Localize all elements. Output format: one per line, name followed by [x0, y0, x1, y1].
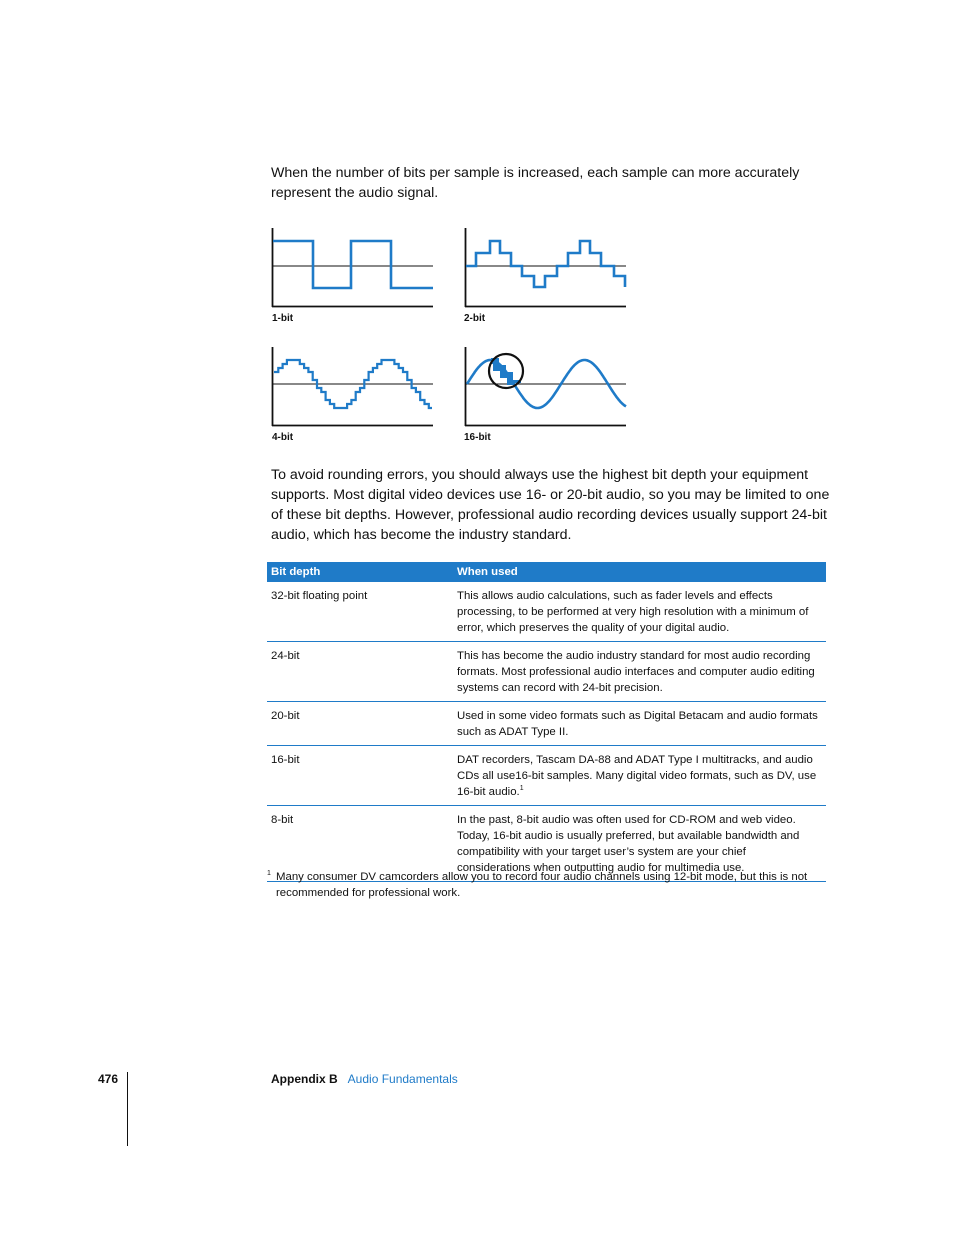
label-1-bit: 1-bit — [272, 313, 294, 324]
cell-bit-depth: 16-bit — [267, 746, 453, 806]
label-16-bit: 16-bit — [464, 432, 491, 443]
panel-16-bit — [465, 347, 626, 426]
footer-divider — [127, 1072, 128, 1146]
label-2-bit: 2-bit — [464, 313, 486, 324]
appendix-title-link[interactable]: Audio Fundamentals — [347, 1072, 458, 1086]
panel-1-bit — [272, 228, 433, 307]
bit-depth-waveforms — [270, 225, 630, 447]
footnote-mark: 1 — [267, 870, 271, 877]
panel-2-bit — [465, 228, 626, 307]
cell-when-used: In the past, 8-bit audio was often used for CD-ROM and web video. Today, 16-bit audio is usually preferred, but available bandwidth and compatibility with your target user’s system are your chief considerations when outputting audio for multimedia use. — [453, 806, 826, 882]
waveform-2-bit — [466, 241, 625, 287]
table-header-row — [267, 562, 826, 582]
label-4-bit: 4-bit — [272, 432, 294, 443]
cell-when-used: This allows audio calculations, such as fader levels and effects processing, to be performed at very high resolution with a minimum of error, which preserves the quality of your digital audio. — [453, 582, 826, 642]
zoom-staircase — [491, 358, 521, 385]
table-row — [267, 702, 826, 746]
bit-depth-figure — [270, 225, 630, 447]
cell-when-used — [453, 746, 826, 806]
header-bit-depth: Bit depth — [267, 562, 453, 582]
table-row — [267, 746, 826, 806]
panel-4-bit — [272, 347, 433, 426]
cell-bit-depth: 24-bit — [267, 642, 453, 702]
header-when-used: When used — [453, 562, 826, 582]
appendix-label: Appendix B — [271, 1072, 338, 1086]
cell-text: DAT recorders, Tascam DA-88 and ADAT Type I multitracks, and audio CDs all use16-bit samples. Many digital video formats, such as DV, use 16-bit audio. — [457, 754, 817, 798]
cell-when-used: This has become the audio industry standard for most audio recording formats. Most professional audio interfaces and computer audio editing systems can record with 24-bit precision. — [453, 642, 826, 702]
body-paragraph: To avoid rounding errors, you should always use the highest bit depth your equipment supports. Most digital video devices use 16- or 20-bit audio, so you may be limited to one of these bit depths. However, professional audio recording devices usually support 24-bit audio, which has become the industry standard. — [271, 467, 830, 543]
waveform-1-bit — [273, 241, 433, 288]
page-number: 476 — [98, 1072, 119, 1086]
footnote — [267, 869, 827, 901]
footnote-reference[interactable]: 1 — [519, 785, 524, 793]
cell-bit-depth: 32-bit floating point — [267, 582, 453, 642]
cell-when-used: Used in some video formats such as Digital Betacam and audio formats such as ADAT Type II. — [453, 702, 826, 746]
cell-bit-depth: 20-bit — [267, 702, 453, 746]
running-footer — [271, 1072, 458, 1086]
footnote-text: Many consumer DV camcorders allow you to record four audio channels using 12-bit mode, but this is not recommended for professional work. — [276, 871, 808, 899]
table-row — [267, 582, 826, 642]
bit-depth-table — [267, 562, 826, 882]
intro-paragraph: When the number of bits per sample is increased, each sample can more accurately represent the audio signal. — [271, 165, 800, 201]
cell-bit-depth: 8-bit — [267, 806, 453, 882]
table-row — [267, 642, 826, 702]
